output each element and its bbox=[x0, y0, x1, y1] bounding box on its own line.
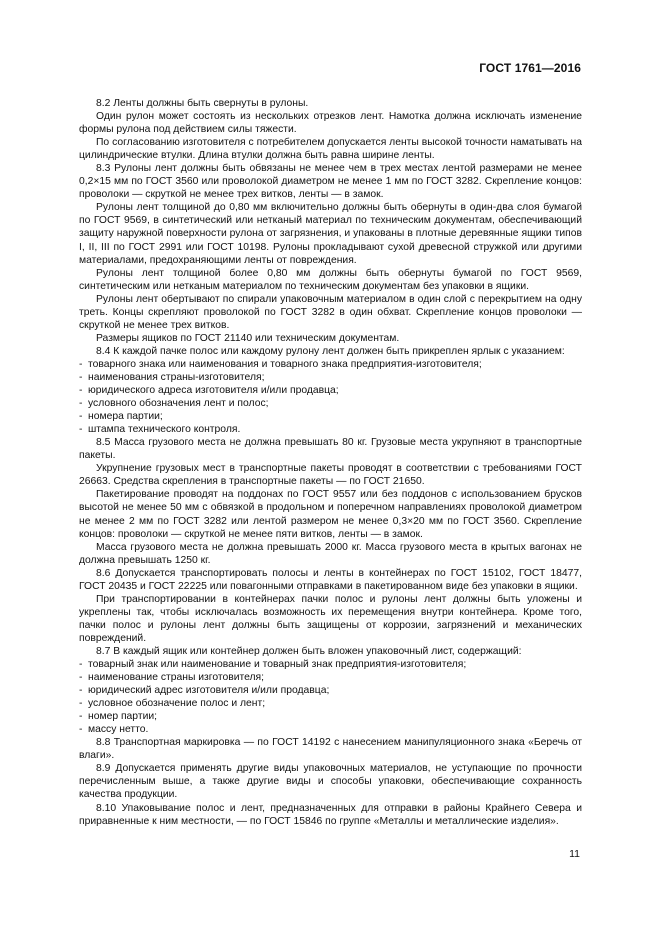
page-number: 11 bbox=[569, 848, 580, 860]
paragraph: Масса грузового места не должна превышать 2000 кг. Масса грузового места в крытых вагонах не должна превышать 1250 кг. bbox=[79, 541, 582, 566]
list-item-text: юридический адрес изготовителя и/или продавца; bbox=[88, 685, 330, 697]
paragraph: Рулоны лент обертывают по спирали упаковочным материалом в один слой с перекрытием на одну треть. Концы скрепляют проволокой по ГОСТ 3282 в один обхват. Скрепление концов проволоки — скруткой не менее трех витков. bbox=[79, 293, 582, 331]
list-item bbox=[79, 397, 582, 410]
paragraph: 8.6 Допускается транспортировать полосы и ленты в контейнерах по ГОСТ 15102, ГОСТ 18477, ГОСТ 20435 и ГОСТ 22225 или повагонными отправками в пакетированном виде без упаковки в ящики. bbox=[79, 567, 582, 592]
list-item bbox=[79, 384, 582, 397]
list-item-text: товарного знака или наименования и товарного знака предприятия-изготовителя; bbox=[88, 358, 482, 370]
paragraph: 8.8 Транспортная маркировка — по ГОСТ 14192 с нанесением манипуляционного знака «Беречь от влаги». bbox=[79, 737, 582, 762]
list-item bbox=[79, 358, 582, 371]
list-item-text: юридического адреса изготовителя и/или продавца; bbox=[88, 385, 339, 397]
paragraph: Пакетирование проводят на поддонах по ГОСТ 9557 или без поддонов с использованием брусков высотой не менее 50 мм с обвязкой в продольном и поперечном направлениях проволокой диаметром не менее 2 мм по ГОСТ 3282 или лентой размером не менее 0,3×20 мм по ГОСТ 3560. Скрепление концов: проволоки — скруткой не менее пяти витков, ленты — в замок. bbox=[79, 489, 582, 540]
list-dash: - bbox=[79, 685, 83, 697]
list-dash: - bbox=[79, 398, 83, 410]
document-body bbox=[79, 97, 582, 828]
list-item bbox=[79, 697, 582, 710]
list-item bbox=[79, 423, 582, 436]
paragraph: Рулоны лент толщиной более 0,80 мм должны быть обернуты бумагой по ГОСТ 9569, синтетическим или нетканым материалом по техническим документам без упаковки в ящики. bbox=[79, 267, 582, 292]
paragraph: 8.9 Допускается применять другие виды упаковочных материалов, не уступающие по прочности перечисленным выше, а также другие виды и способы упаковки, обеспечивающие сохранность качества продукции. bbox=[79, 763, 582, 801]
list-item bbox=[79, 371, 582, 384]
document-id-header: ГОСТ 1761—2016 bbox=[479, 61, 581, 75]
paragraph: При транспортировании в контейнерах пачки полос и рулоны лент должны быть уложены и укреплены так, чтобы исключалась возможность их перемещения внутри контейнера. Кроме того, пачки полос и рулоны лент должны быть защищены от коррозии, загрязнений и механических повреждений. bbox=[79, 593, 582, 644]
list-dash: - bbox=[79, 371, 83, 383]
list-dash: - bbox=[79, 385, 83, 397]
list-item bbox=[79, 410, 582, 423]
paragraph: 8.7 В каждый ящик или контейнер должен быть вложен упаковочный лист, содержащий: bbox=[96, 645, 522, 657]
list-dash: - bbox=[79, 424, 83, 436]
paragraph: Рулоны лент толщиной до 0,80 мм включительно должны быть обернуты в один-два слоя бумагой по ГОСТ 9569, в синтетический или нетканый материал по техническим документам, обеспечивающий защиту наружной поверхности рулона от загрязнения, и упакованы в плотные деревянные ящики типов I, II, III по ГОСТ 2991 или ГОСТ 10198. Рулоны прокладывают сухой древесной стружкой или другими материалами, предохраняющими ленты от повреждения. bbox=[79, 202, 582, 266]
paragraph: 8.5 Масса грузового места не должна превышать 80 кг. Грузовые места укрупняют в транспортные пакеты. bbox=[79, 437, 582, 462]
list-item bbox=[79, 684, 582, 697]
packing-list-contents bbox=[79, 658, 582, 736]
list-item bbox=[79, 671, 582, 684]
list-dash: - bbox=[79, 724, 83, 736]
label-requirements-list bbox=[79, 358, 582, 436]
paragraph: Один рулон может состоять из нескольких отрезков лент. Намотка должна исключать изменение формы рулона под действием силы тяжести. bbox=[79, 111, 582, 136]
list-dash: - bbox=[79, 659, 83, 671]
list-item-text: массу нетто. bbox=[88, 724, 149, 736]
paragraph: 8.3 Рулоны лент должны быть обвязаны не менее чем в трех местах лентой размерами не менее 0,2×15 мм по ГОСТ 3560 или проволокой диаметром не менее 1 мм по ГОСТ 3282. Скрепление концов: проволоки — скруткой не менее трех витков, ленты — в замок. bbox=[79, 163, 582, 201]
list-item-text: наименования страны-изготовителя; bbox=[88, 371, 265, 383]
list-dash: - bbox=[79, 711, 83, 723]
list-item-text: товарный знак или наименование и товарный знак предприятия-изготовителя; bbox=[88, 659, 467, 671]
paragraph: 8.10 Упаковывание полос и лент, предназначенных для отправки в районы Крайнего Севера и приравненные к ним местности, — по ГОСТ 15846 по группе «Металлы и металлические изделия». bbox=[79, 802, 582, 827]
paragraph: 8.4 К каждой пачке полос или каждому рулону лент должен быть прикреплен ярлык с указанием: bbox=[96, 345, 565, 357]
list-item-text: номер партии; bbox=[88, 711, 158, 723]
list-item bbox=[79, 658, 582, 671]
list-dash: - bbox=[79, 358, 83, 370]
list-item bbox=[79, 723, 582, 736]
paragraph: 8.2 Ленты должны быть свернуты в рулоны. bbox=[96, 98, 309, 109]
list-item-text: наименование страны изготовителя; bbox=[88, 672, 265, 684]
list-item-text: штампа технического контроля. bbox=[88, 424, 241, 436]
list-dash: - bbox=[79, 698, 83, 710]
paragraph: По согласованию изготовителя с потребителем допускается ленты высокой точности наматывать на цилиндрические втулки. Длина втулки должна быть равна ширине ленты. bbox=[79, 137, 582, 162]
list-item bbox=[79, 710, 582, 723]
list-item-text: условное обозначение полос и лент; bbox=[88, 698, 266, 710]
list-item-text: номера партии; bbox=[88, 411, 163, 423]
list-item-text: условного обозначения лент и полос; bbox=[88, 398, 269, 410]
paragraph: Размеры ящиков по ГОСТ 21140 или техническим документам. bbox=[96, 332, 400, 344]
paragraph: Укрупнение грузовых мест в транспортные пакеты проводят в соответствии с требованиями ГОСТ 26663. Средства скрепления в транспортные пакеты — по ГОСТ 21650. bbox=[79, 463, 582, 488]
list-dash: - bbox=[79, 672, 83, 684]
list-dash: - bbox=[79, 411, 83, 423]
